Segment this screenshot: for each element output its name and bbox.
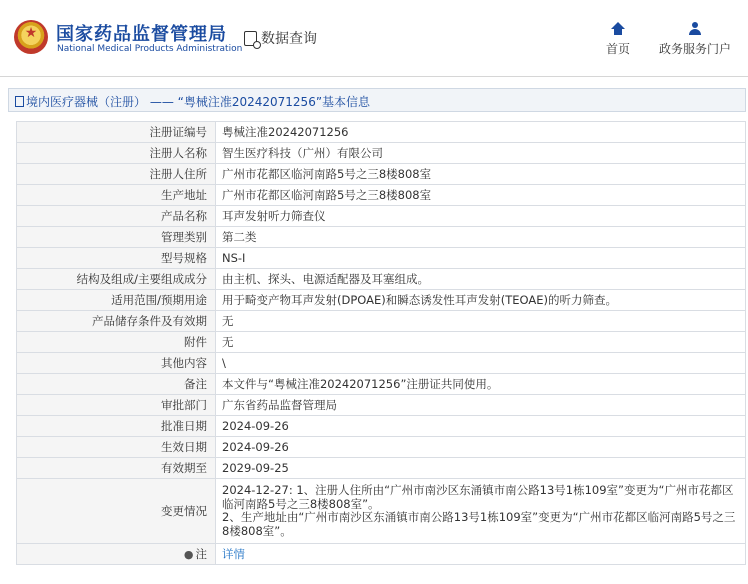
table-row bbox=[17, 248, 746, 269]
site-title[interactable]: 国家药品监督管理局 bbox=[56, 24, 227, 45]
details-link[interactable]: 详情 bbox=[222, 547, 245, 561]
row-label: 有效期至 bbox=[17, 458, 216, 479]
row-value: 用于畸变产物耳声发射(DPOAE)和瞬态诱发性耳声发射(TEOAE)的听力筛查。 bbox=[216, 290, 746, 311]
table-row bbox=[17, 206, 746, 227]
row-value: 无 bbox=[216, 332, 746, 353]
row-label: 生效日期 bbox=[17, 437, 216, 458]
row-value: 第二类 bbox=[216, 227, 746, 248]
note-row bbox=[17, 544, 746, 565]
row-value: 广东省药品监督管理局 bbox=[216, 395, 746, 416]
table-row bbox=[17, 416, 746, 437]
row-label: 附件 bbox=[17, 332, 216, 353]
row-value: 本文件与“粤械注准20242071256”注册证共同使用。 bbox=[216, 374, 746, 395]
detail-table bbox=[16, 121, 746, 565]
table-row bbox=[17, 353, 746, 374]
site-header bbox=[0, 0, 748, 77]
data-query-link[interactable] bbox=[244, 28, 317, 48]
row-value: 无 bbox=[216, 311, 746, 332]
row-label: 备注 bbox=[17, 374, 216, 395]
row-value: 广州市花都区临河南路5号之三8楼808室 bbox=[216, 185, 746, 206]
row-value: 智生医疗科技（广州）有限公司 bbox=[216, 143, 746, 164]
row-value: 2029-09-25 bbox=[216, 458, 746, 479]
user-icon bbox=[688, 22, 702, 36]
table-row bbox=[17, 227, 746, 248]
table-row bbox=[17, 269, 746, 290]
row-label: 生产地址 bbox=[17, 185, 216, 206]
table-row bbox=[17, 164, 746, 185]
row-value: 2024-09-26 bbox=[216, 437, 746, 458]
row-label: 注册证编号 bbox=[17, 122, 216, 143]
nav-home[interactable] bbox=[606, 22, 630, 57]
row-value: NS-I bbox=[216, 248, 746, 269]
table-row bbox=[17, 332, 746, 353]
note-value bbox=[216, 544, 746, 565]
row-label: 型号规格 bbox=[17, 248, 216, 269]
row-label: 适用范围/预期用途 bbox=[17, 290, 216, 311]
row-value: 广州市花都区临河南路5号之三8楼808室 bbox=[216, 164, 746, 185]
row-label: 结构及组成/主要组成成分 bbox=[17, 269, 216, 290]
table-row bbox=[17, 374, 746, 395]
change-row bbox=[17, 479, 746, 544]
document-search-icon bbox=[244, 31, 257, 46]
row-label: 产品名称 bbox=[17, 206, 216, 227]
table-row bbox=[17, 290, 746, 311]
change-line-1: 2024-12-27: 1、注册人住所由“广州市南沙区东涌镇市南公路13号1栋109室”变更为“广州市花都区临河南路5号之三8楼808室”。 bbox=[222, 483, 734, 511]
site-subtitle: National Medical Products Administration bbox=[57, 44, 243, 54]
nav-home-label: 首页 bbox=[606, 42, 631, 56]
table-row bbox=[17, 143, 746, 164]
breadcrumb-text: 境内医疗器械（注册） —— “粤械注准20242071256”基本信息 bbox=[26, 95, 371, 109]
row-label: 管理类别 bbox=[17, 227, 216, 248]
row-label: 批准日期 bbox=[17, 416, 216, 437]
note-label-text: 注 bbox=[195, 546, 207, 561]
row-label: 注册人住所 bbox=[17, 164, 216, 185]
nav-service-portal[interactable] bbox=[659, 22, 731, 57]
row-value: 粤械注准20242071256 bbox=[216, 122, 746, 143]
breadcrumb bbox=[8, 88, 746, 112]
table-row bbox=[17, 185, 746, 206]
table-row bbox=[17, 122, 746, 143]
row-label: 注册人名称 bbox=[17, 143, 216, 164]
row-value: 由主机、探头、电源适配器及耳塞组成。 bbox=[216, 269, 746, 290]
table-row bbox=[17, 458, 746, 479]
row-value: 2024-09-26 bbox=[216, 416, 746, 437]
table-row bbox=[17, 311, 746, 332]
national-emblem-icon bbox=[14, 20, 48, 54]
table-row bbox=[17, 437, 746, 458]
lightbulb-icon: ● bbox=[183, 547, 194, 561]
change-label: 变更情况 bbox=[17, 479, 216, 544]
data-query-label: 数据查询 bbox=[261, 31, 317, 47]
row-value: \ bbox=[216, 353, 746, 374]
note-label bbox=[17, 544, 216, 565]
row-label: 审批部门 bbox=[17, 395, 216, 416]
nav-service-portal-label: 政务服务门户 bbox=[659, 42, 732, 56]
change-value bbox=[216, 479, 746, 544]
row-label: 其他内容 bbox=[17, 353, 216, 374]
change-line-2: 2、生产地址由“广州市南沙区东涌镇市南公路13号1栋109室”变更为“广州市花都区临河南路5号之三8楼808室”。 bbox=[222, 510, 736, 538]
row-label: 产品储存条件及有效期 bbox=[17, 311, 216, 332]
table-row bbox=[17, 395, 746, 416]
row-value: 耳声发射听力筛查仪 bbox=[216, 206, 746, 227]
document-icon bbox=[15, 96, 24, 107]
home-icon bbox=[611, 22, 625, 36]
